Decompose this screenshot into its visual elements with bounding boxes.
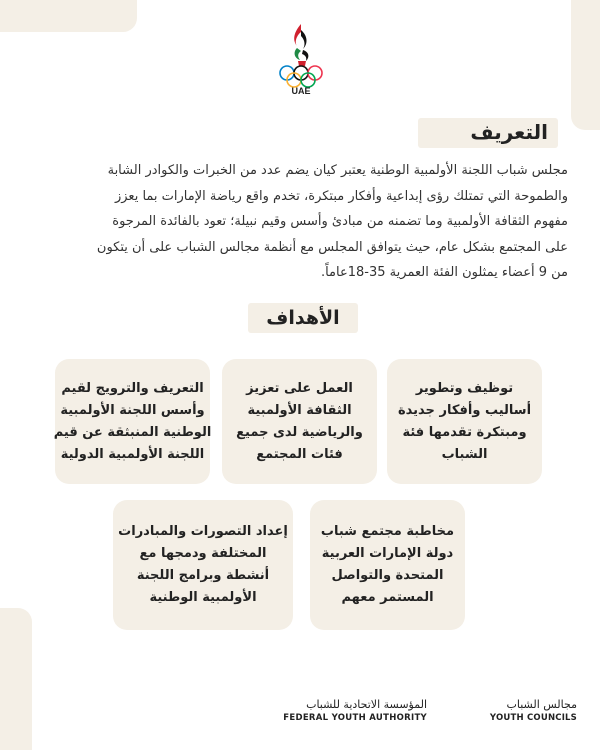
goal-line: دولة الإمارات العربية xyxy=(321,546,454,561)
goal-card xyxy=(387,359,542,484)
paragraph-line: والطموحة التي تمتلك رؤى إبداعية وأفكار مبتكرة، تخدم واقع رياضة الإمارات بما يعزز xyxy=(114,188,568,204)
goal-line: أساليب وأفكار جديدة xyxy=(397,402,532,418)
goals-heading xyxy=(248,303,358,333)
goal-line: الوطنية المنبثقة عن قيم xyxy=(53,424,212,440)
youth-councils-english: YOUTH COUNCILS xyxy=(489,713,577,723)
goal-line: الأولمبية الوطنية xyxy=(149,590,257,605)
goal-line: فئات المجتمع xyxy=(256,446,343,462)
goal-line: إعداد التصورات والمبادرات xyxy=(118,524,288,539)
paragraph-line: مفهوم الثقافة الأولمبية وما تضمنه من مبادئ وأسس وقيم نبيلة؛ تعود بالفائدة المرجوة xyxy=(112,214,568,229)
decorative-corner-top-right xyxy=(571,0,600,130)
youth-councils-arabic: مجالس الشباب xyxy=(506,698,577,711)
olympic-flame-rings-icon xyxy=(270,18,332,88)
goal-line: ومبتكرة تقدمها فئة xyxy=(402,424,527,440)
decorative-corner-bottom-left xyxy=(0,608,32,750)
paragraph-line: من 9 أعضاء يمثلون الفئة العمرية 35-18عاماً. xyxy=(320,265,568,280)
goals-title: الأهداف xyxy=(266,307,340,329)
goal-line: وأسس اللجنة الأولمبية xyxy=(60,402,205,418)
goal-line: والرياضية لدى جميع xyxy=(236,424,363,440)
goal-line: الشباب xyxy=(441,446,488,462)
goal-card xyxy=(310,500,465,630)
goal-card xyxy=(113,500,293,630)
paragraph-line: مجلس شباب اللجنة الأولمبية الوطنية يعتبر كيان يضم عدد من الخبرات والكوادر الشابة xyxy=(107,163,568,178)
goal-card xyxy=(55,359,210,484)
goal-line: المتحدة والتواصل xyxy=(331,568,444,583)
definition-heading xyxy=(418,118,558,148)
goal-line: مخاطبة مجتمع شباب xyxy=(320,524,455,539)
goal-line: اللجنة الأولمبية الدولية xyxy=(60,446,205,462)
goal-line: توظيف وتطوير xyxy=(415,380,514,396)
uae-olympic-logo xyxy=(270,18,332,100)
federal-authority-english: FEDERAL YOUTH AUTHORITY xyxy=(283,713,427,723)
definition-paragraph xyxy=(30,158,568,286)
logo-label: UAE xyxy=(291,86,311,96)
goal-line: التعريف والترويج لقيم xyxy=(61,380,204,396)
federal-authority-arabic: المؤسسة الاتحادية للشباب xyxy=(306,698,427,711)
goal-line: أنشطة وبرامج اللجنة xyxy=(136,568,270,583)
goal-line: الثقافة الأولمبية xyxy=(247,402,352,418)
decorative-corner-top-left xyxy=(0,0,137,32)
goal-line: المستمر معهم xyxy=(341,590,434,605)
paragraph-line: على المجتمع بشكل عام، حيث يتوافق المجلس مع أنظمة مجالس الشباب على أن يتكون xyxy=(96,239,568,255)
goal-line: العمل على تعزيز xyxy=(246,380,353,396)
definition-title: التعريف xyxy=(470,120,548,144)
goal-line: المختلفة ودمجها مع xyxy=(139,546,267,561)
goal-card xyxy=(222,359,377,484)
